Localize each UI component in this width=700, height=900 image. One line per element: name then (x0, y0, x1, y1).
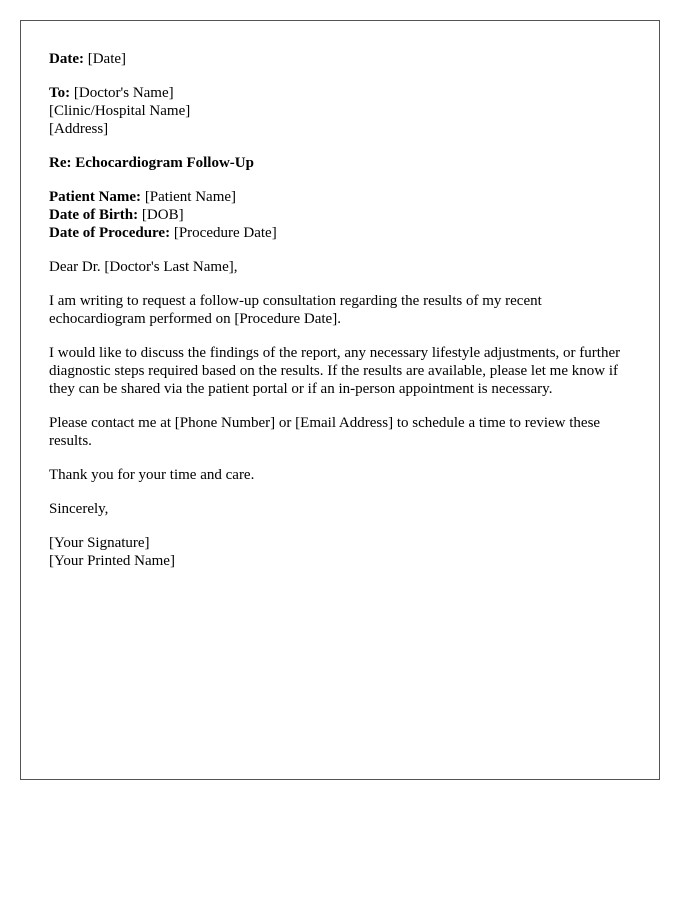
procedure-date-label: Date of Procedure: (49, 225, 171, 241)
subject-block (49, 154, 631, 172)
date-block (49, 50, 631, 68)
signature: [Your Signature] (49, 535, 150, 551)
patient-name-value: [Patient Name] (144, 189, 237, 205)
salutation: Dear Dr. [Doctor's Last Name], (49, 259, 238, 275)
patient-info-block (49, 188, 631, 242)
patient-name-label: Patient Name: (49, 189, 142, 205)
printed-name: [Your Printed Name] (49, 553, 175, 569)
recipient-block (49, 84, 631, 138)
dob-label: Date of Birth: (49, 207, 139, 223)
to-label: To: (49, 85, 71, 101)
body-paragraph-3: Please contact me at [Phone Number] or [Email Address] to schedule a time to review these results. (49, 415, 601, 449)
body-paragraph-2: I would like to discuss the findings of the report, any necessary lifestyle adjustments, or further diagnostic steps required based on the results. If the results are available, please let me know if they can be shared via the patient portal or if an in-person appointment is necessary. (49, 345, 621, 397)
date-value: [Date] (87, 51, 127, 67)
body-paragraph-4: Thank you for your time and care. (49, 467, 255, 483)
procedure-date-value: [Procedure Date] (173, 225, 277, 241)
address: [Address] (49, 121, 109, 137)
signature-block (49, 534, 631, 570)
doctor-name: [Doctor's Name] (73, 85, 174, 101)
dob-value: [DOB] (141, 207, 184, 223)
subject-line: Re: Echocardiogram Follow-Up (49, 155, 254, 171)
letter-page (20, 20, 660, 780)
body-paragraph-1: I am writing to request a follow-up consultation regarding the results of my recent echocardiogram performed on [Procedure Date]. (49, 293, 542, 327)
closing: Sincerely, (49, 501, 109, 517)
date-label: Date: (49, 51, 84, 67)
clinic-name: [Clinic/Hospital Name] (49, 103, 191, 119)
